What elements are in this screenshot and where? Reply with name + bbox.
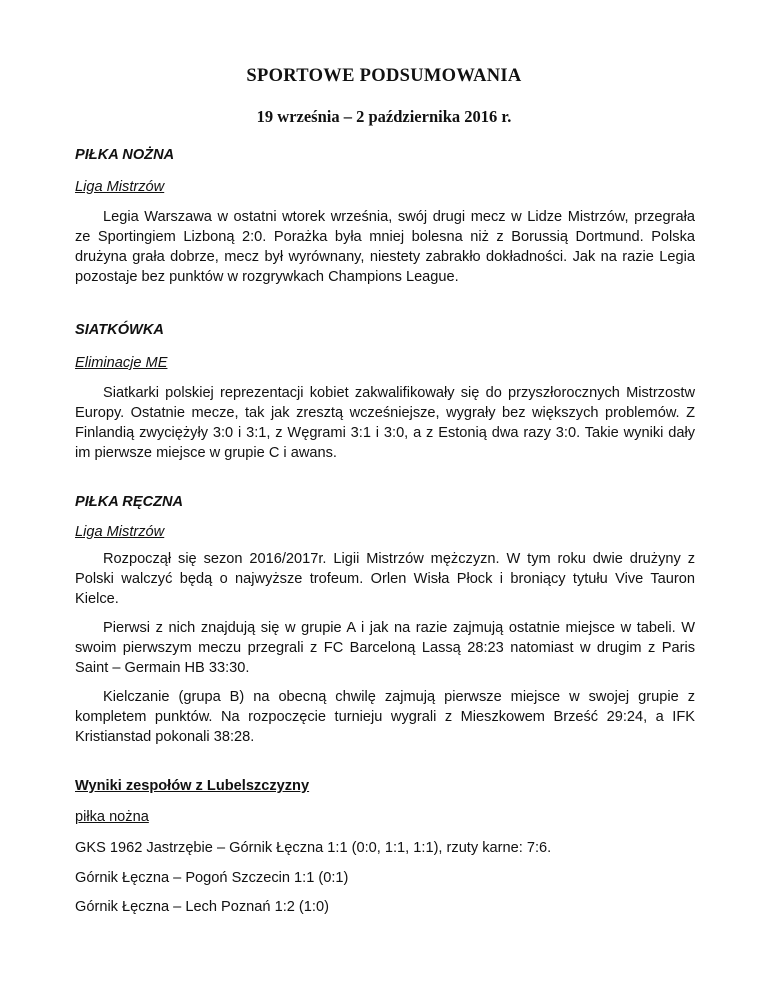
- football-paragraph: Legia Warszawa w ostatni wtorek września, swój drugi mecz w Lidze Mistrzów, przegrała ze Sportingiem Lizboną 2:0. Porażka była mniej bolesna niż z Borussią Dortmund. Polska drużyna grała dobrze, mecz był wyrównany, niestety zabrakło dokładności. Jak na razie Legia pozostaje bez punktów w rozgrywkach Champions League.: [75, 209, 695, 285]
- handball-subheading: Liga Mistrzów: [75, 524, 165, 540]
- result-line: Górnik Łęczna – Lech Poznań 1:2 (1:0): [75, 899, 329, 915]
- handball-paragraph-1: Rozpoczął się sezon 2016/2017r. Ligii Mistrzów mężczyzn. W tym roku dwie drużyny z Polski walczyć będą o najwyższe trofeum. Orlen Wisła Płock i broniący tytułu Vive Tauron Kielce.: [75, 551, 695, 607]
- football-subheading: Liga Mistrzów: [75, 179, 165, 195]
- results-category: piłka nożna: [75, 809, 149, 825]
- results-heading: Wyniki zespołów z Lubelszczyzny: [75, 778, 310, 794]
- handball-paragraph-2: Pierwsi z nich znajdują się w grupie A i jak na razie zajmują ostatnie miejsce w tabeli. W swoim pierwszym meczu przegrali z FC Barceloną Lassą 28:23 natomiast w drugim z Paris Saint – Germain HB 33:30.: [75, 620, 695, 676]
- result-line: GKS 1962 Jastrzębie – Górnik Łęczna 1:1 (0:0, 1:1, 1:1), rzuty karne: 7:6.: [75, 840, 552, 856]
- volleyball-paragraph: Siatkarki polskiej reprezentacji kobiet zakwalifikowały się do przyszłorocznych Mistrzostw Europy. Ostatnie mecze, tak jak zresztą wcześniejsze, wygrały bez większych problemów. Z Finlandią zwyciężyły 3:0 i 3:1, z Węgrami 3:1 i 3:0, a z Estonią dwa razy 3:0. Takie wyniki dały im pierwsze miejsce w grupie C i awans.: [75, 385, 695, 461]
- handball-heading: PIŁKA RĘCZNA: [75, 494, 184, 510]
- volleyball-heading: SIATKÓWKA: [75, 322, 164, 338]
- result-line: Górnik Łęczna – Pogoń Szczecin 1:1 (0:1): [75, 870, 349, 886]
- handball-paragraph-3: Kielczanie (grupa B) na obecną chwilę zajmują pierwsze miejsce w swojej grupie z kompletem punktów. Na rozpoczęcie turnieju wygrali z Mieszkowem Brześć 29:24, a IFK Kristianstad pokonali 38:28.: [75, 689, 695, 745]
- football-heading: PIŁKA NOŻNA: [75, 147, 175, 163]
- document-title: SPORTOWE PODSUMOWANIA: [246, 66, 522, 86]
- volleyball-subheading: Eliminacje ME: [75, 355, 168, 371]
- document-dates: 19 września – 2 października 2016 r.: [256, 107, 512, 126]
